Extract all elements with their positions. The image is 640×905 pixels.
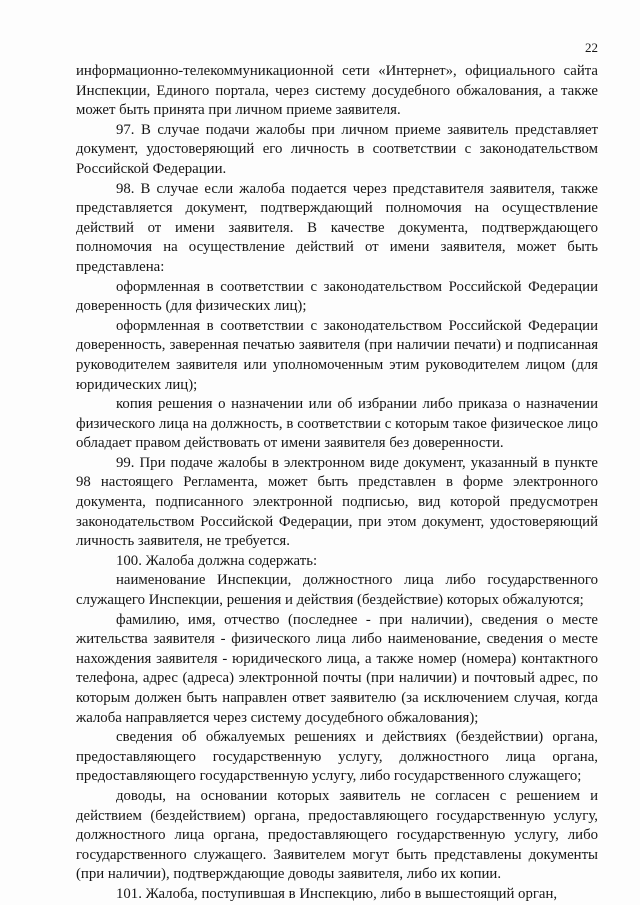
list-item-inspection-name: наименование Инспекции, должностного лица либо государственного служащего Инспекции, решения и действия (бездействие) которых обжалуются; <box>76 572 598 609</box>
paragraph-99: 99. При подаче жалобы в электронном виде документ, указанный в пункте 98 настоящего Регламента, может быть представлен в форме электронного документа, подписанного электронной подписью, вид которой предусмотрен законодательством Российской Федерации, при этом документ, удостоверяющий личность заявителя, не требуется. <box>76 454 598 550</box>
paragraph-100: 100. Жалоба должна содержать: <box>116 552 318 569</box>
paragraph-101: 101. Жалоба, поступившая в Инспекцию, либо в вышестоящий орган, <box>116 885 558 902</box>
paragraph-98: 98. В случае если жалоба подается через представителя заявителя, также представляется документ, подтверждающий полномочия на осуществление действий от имени заявителя. В качестве документа, подтверждающего полномочия на осуществление действий от имени заявителя, может быть представлена: <box>76 180 598 275</box>
page-number: 22 <box>585 40 598 55</box>
list-item-appointment-decision-copy: копия решения о назначении или об избрании либо приказа о назначении физического лица на должность, в соответствии с которым такое физическое лицо обладает правом действовать от имени заявителя без доверенности. <box>76 396 598 452</box>
list-item-legal-entity-power-of-attorney: оформленная в соответствии с законодательством Российской Федерации доверенность, заверенная печатью заявителя (при наличии печати) и подписанная руководителем заявителя или уполномоченным этим руководителем лицом (для юридических лиц); <box>76 317 598 393</box>
list-item-appealed-decisions: сведения об обжалуемых решениях и действиях (бездействии) органа, предоставляющего государственную услугу, должностного лица органа, предоставляющего государственную услугу, либо государственного служащего; <box>76 729 598 785</box>
document-body <box>76 62 598 905</box>
paragraph-97: 97. В случае подачи жалобы при личном приеме заявитель представляет документ, удостоверяющий его личность в соответствии с законодательством Российской Федерации. <box>76 121 598 177</box>
list-item-arguments: доводы, на основании которых заявитель не согласен с решением и действием (бездействием) органа, предоставляющего государственную услугу, должностного лица органа, предоставляющего государственную услугу, либо государственного служащего. Заявителем могут быть представлены документы (при наличии), подтверждающие доводы заявителя, либо их копии. <box>76 787 598 883</box>
list-item-applicant-details: фамилию, имя, отчество (последнее - при наличии), сведения о месте жительства заявителя - физического лица либо наименование, сведения о месте нахождения заявителя - юридического лица, а также номер (номера) контактного телефона, адрес (адреса) электронной почты (при наличии) и почтовый адрес, по которым должен быть направлен ответ заявителю (за исключением случая, когда жалоба направляется через систему досудебного обжалования); <box>76 611 598 726</box>
list-item-individual-power-of-attorney: оформленная в соответствии с законодательством Российской Федерации доверенность (для физических лиц); <box>76 278 598 315</box>
paragraph-continuation: информационно-телекоммуникационной сети «Интернет», официального сайта Инспекции, Единого портала, через систему досудебного обжалования, а также может быть принята при личном приеме заявителя. <box>76 63 598 119</box>
